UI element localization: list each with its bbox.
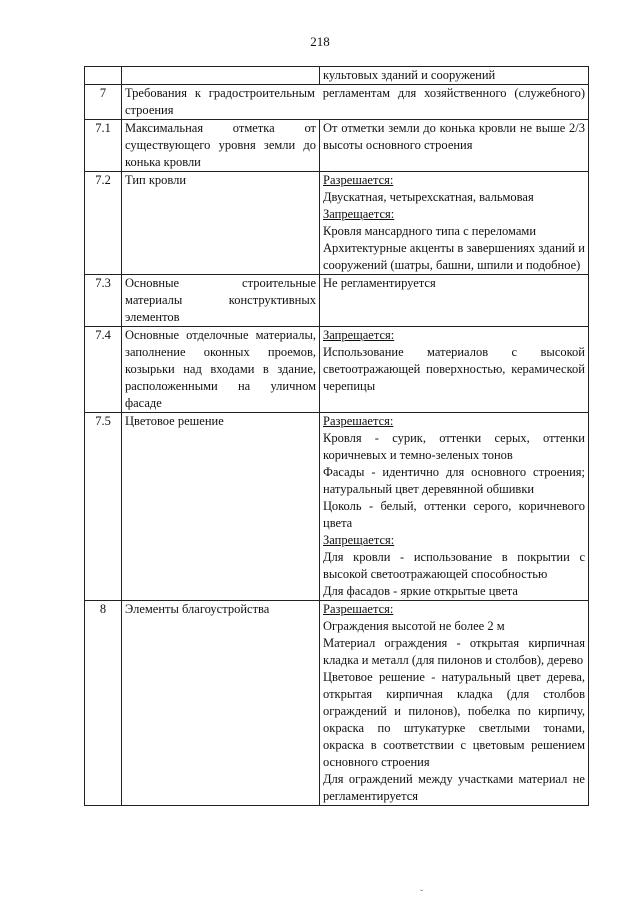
permission-heading: Запрещается: bbox=[323, 328, 395, 342]
row-label: Основные строительные материалы конструктивных элементов bbox=[122, 275, 320, 327]
value-line: Для фасадов - яркие открытые цвета bbox=[323, 584, 518, 598]
row-label: Элементы благоустройства bbox=[122, 601, 320, 806]
table-row bbox=[85, 327, 589, 413]
row-label-cell bbox=[122, 67, 320, 85]
row-value bbox=[320, 601, 589, 806]
value-line: Для ограждений между участками материал не регламентируется bbox=[323, 772, 585, 803]
value-line: Кровля - сурик, оттенки серых, оттенки коричневых и темно-зеленых тонов bbox=[323, 431, 585, 462]
table-row bbox=[85, 275, 589, 327]
row-label: Максимальная отметка от существующего уровня земли до конька кровли bbox=[122, 120, 320, 172]
table-row bbox=[85, 413, 589, 601]
row-number: 7.3 bbox=[85, 275, 122, 327]
permission-heading: Запрещается: bbox=[323, 533, 395, 547]
value-line: Ограждения высотой не более 2 м bbox=[323, 619, 505, 633]
value-line: От отметки земли до конька кровли не выше 2/3 высоты основного строения bbox=[323, 121, 585, 152]
row-value-cell bbox=[320, 67, 589, 85]
section-heading bbox=[122, 85, 589, 120]
row-value bbox=[320, 275, 589, 327]
table-row bbox=[85, 601, 589, 806]
page-number: 218 bbox=[310, 34, 330, 49]
permission-heading: Разрешается: bbox=[323, 173, 394, 187]
value-line: Материал ограждения - открытая кирпичная кладка и металл (для пилонов и столбов), дерево bbox=[323, 636, 585, 667]
value-line: Двускатная, четырехскатная, вальмовая bbox=[323, 190, 534, 204]
value-line: Не регламентируется bbox=[323, 276, 436, 290]
value-line: Для кровли - использование в покрытии с высокой светоотражающей способностью bbox=[323, 550, 585, 581]
row-label: Тип кровли bbox=[122, 172, 320, 275]
row-number-cell bbox=[85, 67, 122, 85]
permission-heading: Разрешается: bbox=[323, 414, 394, 428]
scan-mark: ˇ bbox=[420, 889, 424, 900]
row-number: 7.1 bbox=[85, 120, 122, 172]
value-line: Цоколь - белый, оттенки серого, коричневого цвета bbox=[323, 499, 585, 530]
table-row-section-7 bbox=[85, 85, 589, 120]
permission-heading: Запрещается: bbox=[323, 207, 395, 221]
section-number: 7 bbox=[85, 85, 122, 120]
row-label: Цветовое решение bbox=[122, 413, 320, 601]
table-row bbox=[85, 172, 589, 275]
value-line: Фасады - идентично для основного строения; натуральный цвет деревянной обшивки bbox=[323, 465, 585, 496]
row-value bbox=[320, 120, 589, 172]
row-number: 7.4 bbox=[85, 327, 122, 413]
row-number: 7.5 bbox=[85, 413, 122, 601]
table-row bbox=[85, 120, 589, 172]
permission-heading: Разрешается: bbox=[323, 602, 394, 616]
row-label: Основные отделочные материалы, заполнение оконных проемов, козырьки над входами в здание, расположенными на уличном фасаде bbox=[122, 327, 320, 413]
section-heading-text: Требования к градостроительным регламентам для хозяйственного (служебного) строения bbox=[125, 86, 585, 117]
row-value bbox=[320, 413, 589, 601]
value-line: Использование материалов с высокой светоотражающей поверхностью, керамической черепицы bbox=[323, 345, 585, 393]
value-line: Кровля мансардного типа с переломами bbox=[323, 224, 537, 238]
row-number: 7.2 bbox=[85, 172, 122, 275]
row-value bbox=[320, 327, 589, 413]
regulations-table bbox=[84, 66, 589, 806]
value-line: Цветовое решение - натуральный цвет дерева, открытая кирпичная кладка (для столбов ограждений и пилонов), побелка по кирпичу, окраска по штукатурке светлыми тонами, окраска в соответствии с цветовым решением основного строения bbox=[323, 670, 585, 769]
table-row-continuation bbox=[85, 67, 589, 85]
continuation-text: культовых зданий и сооружений bbox=[323, 68, 496, 82]
row-value bbox=[320, 172, 589, 275]
row-number: 8 bbox=[85, 601, 122, 806]
value-line: Архитектурные акценты в завершениях зданий и сооружений (шатры, башни, шпили и подобное) bbox=[323, 241, 585, 272]
